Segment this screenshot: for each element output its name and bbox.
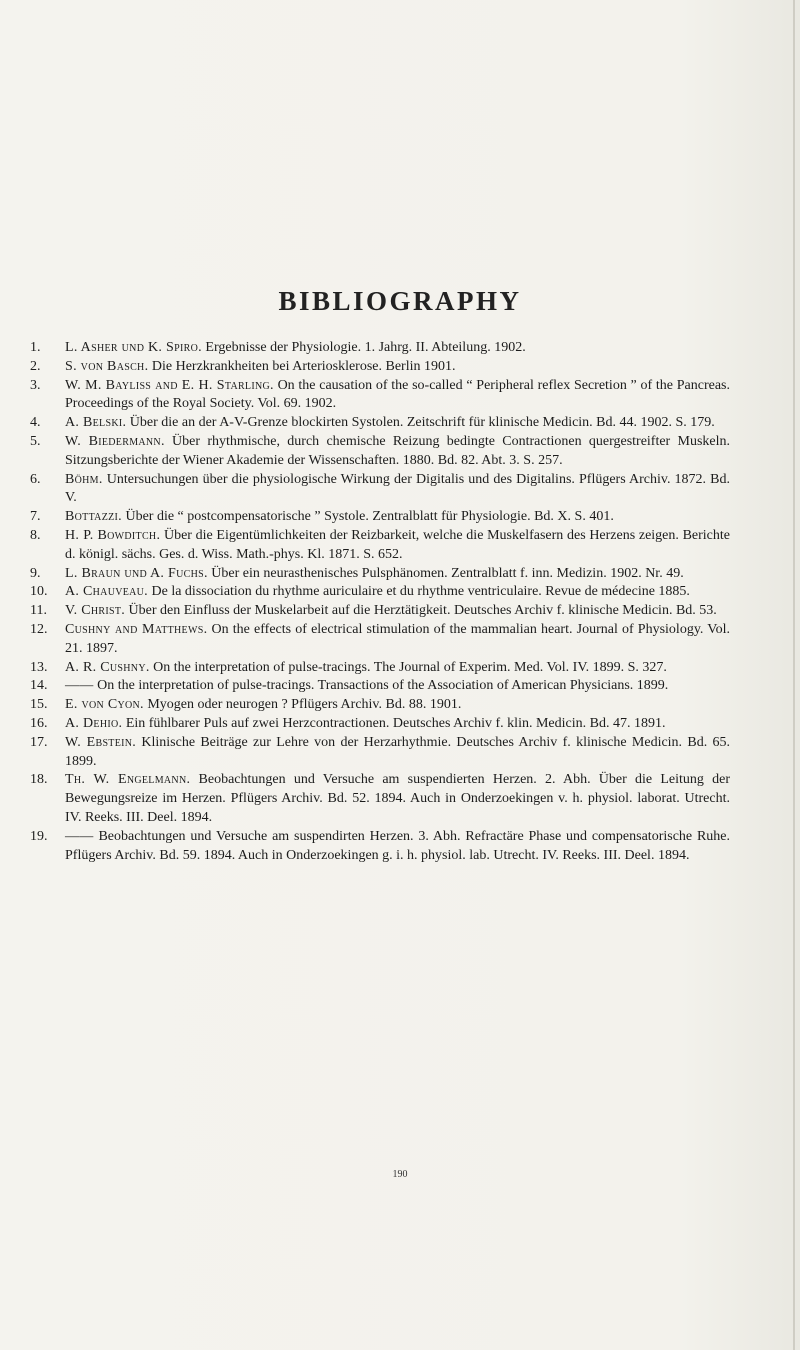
entry-title: Über den Einfluss der Muskelarbeit auf die Herztätigkeit. Deutsches Archiv f. klinische Medicin. Bd. 53. <box>128 603 717 619</box>
page-number: 190 <box>392 1169 408 1180</box>
entry-title: On the interpretation of pulse-tracings. The Journal of Experim. Med. Vol. IV. 1899. S. 327. <box>153 659 667 675</box>
entry-citation <box>65 659 730 678</box>
bibliography-entry <box>30 583 730 602</box>
entry-number: 10. <box>30 584 48 600</box>
entry-citation <box>65 358 730 377</box>
bibliography-entry <box>30 339 730 358</box>
entry-title: On the effects of electrical stimulation of the mammalian heart. Journal of Physiology. Vol. 21. 1897. <box>65 621 730 656</box>
entry-author: S. von Basch. <box>65 358 149 374</box>
bibliography-entry <box>30 771 730 827</box>
entry-number: 12. <box>30 621 48 637</box>
entry-title: Über ein neurasthenisches Pulsphänomen. Zentralblatt f. inn. Medizin. 1902. Nr. 49. <box>211 565 684 581</box>
entry-author: E. von Cyon. <box>65 697 144 713</box>
entry-title: Über rhythmische, durch chemische Reizung bedingte Contractionen quergestreifter Muskeln. Sitzungsberichte der Wiener Akademie der Wissenschaften. 1880. Bd. 82. Abt. 3. S. 257. <box>65 433 731 468</box>
entry-number: 7. <box>30 509 41 525</box>
entry-citation <box>65 527 730 565</box>
entry-author: A. R. Cushny. <box>65 659 150 675</box>
entry-author: W. Biedermann. <box>65 433 165 449</box>
entry-title: De la dissociation du rhythme auriculaire et du rhythme ventriculaire. Revue de médecine 1885. <box>151 584 690 600</box>
entry-citation <box>65 734 730 772</box>
entry-title: Untersuchungen über die physiologische Wirkung der Digitalis und des Digitalins. Pflügers Archiv. 1872. Bd. V. <box>65 471 730 506</box>
bibliography-entry <box>30 433 730 471</box>
entry-author: Böhm. <box>65 471 103 487</box>
entry-number: 8. <box>30 527 41 543</box>
entry-citation <box>65 677 730 696</box>
entry-title: Beobachtungen und Versuche am suspendierten Herzen. 2. Abh. Über die Leitung der Bewegungsreize im Herzen. Pflügers Archiv. Bd. 52. 1894. Auch in Onderzoekingen v. h. physiol. laborat. Utrecht. IV. Reeks. III. Deel. 1894. <box>65 772 730 825</box>
entry-author: V. Christ. <box>65 603 126 619</box>
entry-number: 13. <box>30 659 48 675</box>
bibliography-entry <box>30 621 730 659</box>
entry-title: On the interpretation of pulse-tracings. Transactions of the Association of American Physicians. 1899. <box>97 678 669 694</box>
page-title: BIBLIOGRAPHY <box>278 286 522 316</box>
entry-number: 9. <box>30 565 41 581</box>
entry-citation <box>65 602 730 621</box>
bibliography-entry <box>30 602 730 621</box>
bibliography-entry <box>30 715 730 734</box>
entry-title: Klinische Beiträge zur Lehre von der Herzarhythmie. Deutsches Archiv f. klinische Medicin. Bd. 65. 1899. <box>65 734 730 769</box>
entry-author: Cushny and Matthews. <box>65 621 208 637</box>
entry-author: A. Chauveau. <box>65 584 148 600</box>
bibliography-entry <box>30 414 730 433</box>
bibliography-entry <box>30 565 730 584</box>
entry-number: 16. <box>30 715 48 731</box>
bibliography-entry <box>30 377 730 415</box>
entry-author: A. Dehio. <box>65 715 123 731</box>
bibliography-entry <box>30 527 730 565</box>
entry-number: 17. <box>30 734 48 750</box>
bibliography-entry <box>30 677 730 696</box>
entry-citation <box>65 583 730 602</box>
entry-title: Die Herzkrankheiten bei Arteriosklerose. Berlin 1901. <box>151 358 456 374</box>
bibliography-list <box>30 339 730 865</box>
entry-author: L. Braun und A. Fuchs. <box>65 565 208 581</box>
entry-author: L. Asher und K. Spiro. <box>65 340 202 355</box>
page-edge <box>793 0 795 1350</box>
entry-author: Bottazzi. <box>65 509 122 525</box>
bibliography-entry <box>30 471 730 509</box>
entry-number: 11. <box>30 603 47 619</box>
entry-citation <box>65 621 730 659</box>
bibliography-entry <box>30 508 730 527</box>
entry-citation <box>65 715 730 734</box>
entry-title: Ergebnisse der Physiologie. 1. Jahrg. II. Abteilung. 1902. <box>205 340 526 355</box>
entry-citation <box>65 433 730 471</box>
entry-number: 6. <box>30 471 41 487</box>
entry-citation <box>65 508 730 527</box>
entry-number: 14. <box>30 678 48 694</box>
entry-citation <box>65 771 730 827</box>
entry-citation <box>65 828 730 866</box>
bibliography-entry <box>30 734 730 772</box>
entry-title: Myogen oder neurogen ? Pflügers Archiv. Bd. 88. 1901. <box>147 697 462 713</box>
entry-number: 5. <box>30 433 41 449</box>
entry-author: —— <box>65 828 94 844</box>
entry-number: 3. <box>30 377 41 393</box>
entry-citation <box>65 696 730 715</box>
bibliography-entry <box>30 659 730 678</box>
entry-title: Beobachtungen und Versuche am suspendirten Herzen. 3. Abh. Refractäre Phase und compensatorische Ruhe. Pflügers Archiv. Bd. 59. 1894. Auch in Onderzoekingen g. i. h. physiol. lab. Utrecht. IV. Reeks. III. Deel. 1894. <box>65 828 731 863</box>
entry-title: Über die Eigentümlichkeiten der Reizbarkeit, welche die Muskelfasern des Herzens zeigen. Berichte d. königl. sächs. Ges. d. Wiss. Math.-phys. Kl. 1871. S. 652. <box>65 527 731 562</box>
entry-citation <box>65 414 730 433</box>
entry-citation <box>65 565 730 584</box>
entry-title: Über die “ postcompensatorische ” Systole. Zentralblatt für Physiologie. Bd. X. S. 401. <box>125 509 614 525</box>
entry-number: 1. <box>30 340 41 355</box>
entry-number: 4. <box>30 415 41 431</box>
entry-number: 18. <box>30 772 48 788</box>
entry-author: W. Ebstein. <box>65 734 137 750</box>
entry-author: A. Belski. <box>65 415 127 431</box>
entry-citation <box>65 471 730 509</box>
entry-title: On the causation of the so-called “ Peripheral reflex Secretion ” of the Pancreas. Proceedings of the Royal Society. Vol. 69. 1902. <box>65 377 730 412</box>
entry-author: Th. W. Engelmann. <box>65 772 191 788</box>
bibliography-entry <box>30 358 730 377</box>
entry-author: H. P. Bowditch. <box>65 527 161 543</box>
bibliography-entry <box>30 696 730 715</box>
entry-citation <box>65 377 730 415</box>
entry-number: 15. <box>30 697 48 713</box>
entry-author: W. M. Bayliss and E. H. Starling. <box>65 377 274 393</box>
entry-number: 2. <box>30 358 41 374</box>
bibliography-entry <box>30 828 730 866</box>
entry-title: Über die an der A-V-Grenze blockirten Systolen. Zeitschrift für klinische Medicin. Bd. 44. 1902. S. 179. <box>129 415 715 431</box>
entry-number: 19. <box>30 828 48 844</box>
entry-title: Ein fühlbarer Puls auf zwei Herzcontractionen. Deutsches Archiv f. klin. Medicin. Bd. 47. 1891. <box>125 715 666 731</box>
entry-citation <box>65 339 730 358</box>
entry-author: —— <box>65 678 94 694</box>
